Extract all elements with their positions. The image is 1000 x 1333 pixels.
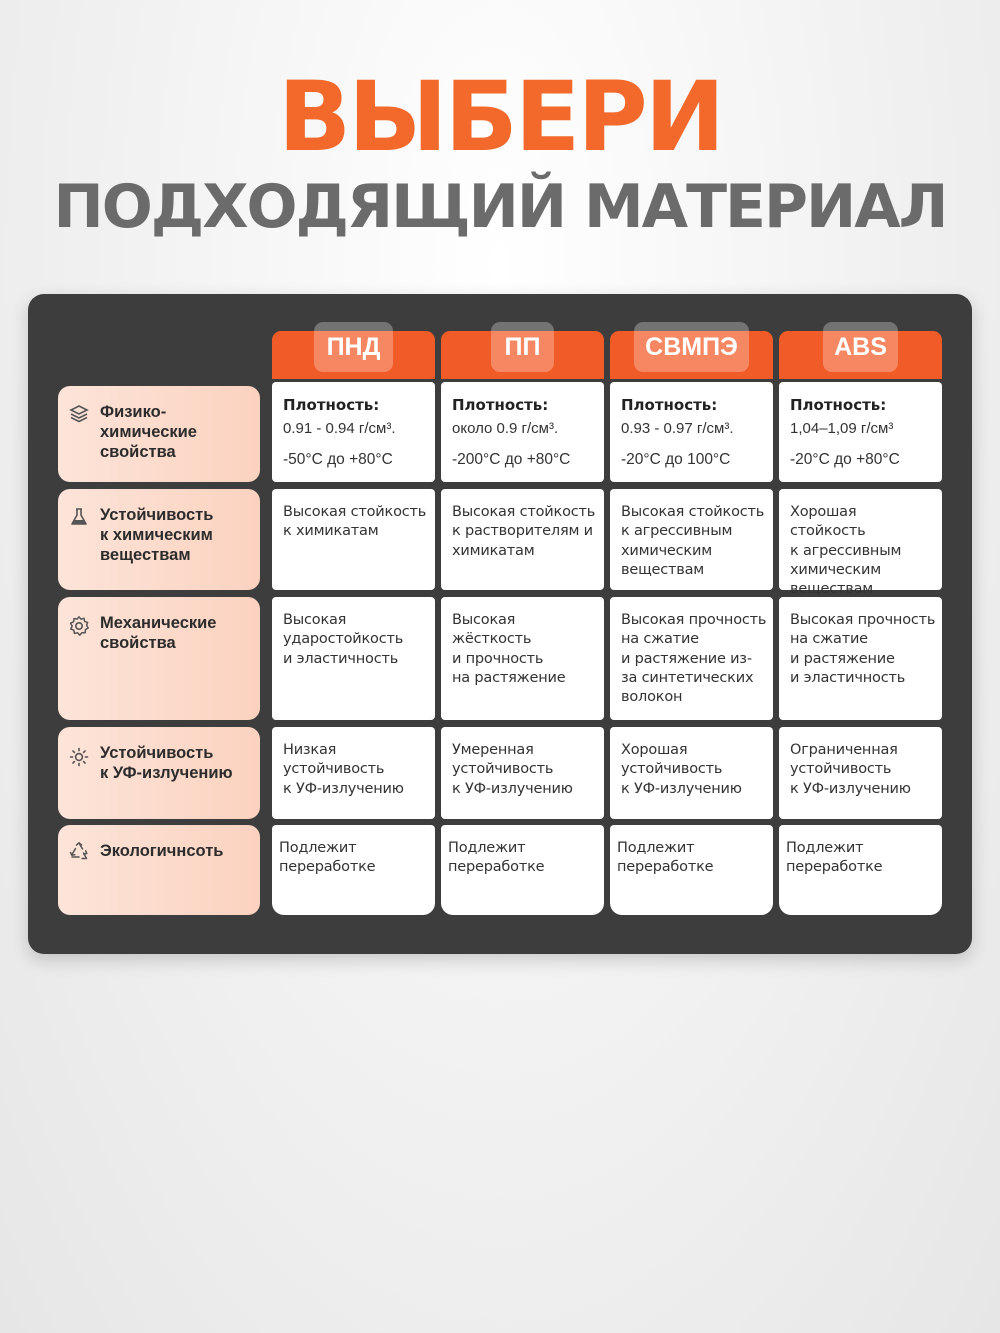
cell-text: Подлежит переработке: [617, 840, 714, 876]
density-value: 0.91 - 0.94 г/см³.: [283, 420, 396, 437]
cell-abs-chemical: [779, 489, 942, 598]
temperature-range: -20°С до +80°С: [790, 451, 900, 468]
cell-abs-uv: [779, 727, 942, 819]
cell-svmpe-mechanical: [610, 597, 773, 720]
cell-text: Хорошая стойкость к агрессивным химическим веществам: [790, 504, 902, 598]
column-header-svmpe: [610, 331, 773, 379]
temperature-range: -50°С до +80°С: [283, 451, 393, 468]
cell-svmpe-chemical: [610, 489, 773, 590]
cell-abs-eco: [779, 825, 942, 915]
density-title: Плотность:: [621, 396, 718, 414]
cell-text: Высокая ударостойкость и эластичность: [283, 612, 404, 667]
column-header-label: СВМПЭ: [634, 322, 749, 372]
title-line-2: ПОДХОДЯЩИЙ МАТЕРИАЛ: [53, 172, 947, 242]
cell-text: Высокая прочность на сжатие и растяжение и эластичность: [790, 612, 936, 686]
row-label-chemical-resistance: [58, 489, 260, 590]
density-value: около 0.9 г/см³.: [452, 420, 559, 437]
recycle-icon: [68, 841, 90, 863]
cell-text: Ограниченная устойчивость к УФ-излучению: [790, 742, 911, 797]
temperature-range: -20°С до 100°С: [621, 451, 731, 468]
cell-pp-uv: [441, 727, 604, 819]
cell-svmpe-eco: [610, 825, 773, 915]
cell-pp-physchem: [441, 382, 604, 482]
cell-pnd-physchem: [272, 382, 435, 482]
column-header-pp: [441, 331, 604, 379]
cell-text: Подлежит переработке: [786, 840, 883, 876]
density-value: 0.93 - 0.97 г/см³.: [621, 420, 734, 437]
layers-icon: [68, 404, 90, 426]
cell-pnd-uv: [272, 727, 435, 819]
cell-text: Подлежит переработке: [448, 840, 545, 876]
row-label-text: Устойчивость к химическим веществам: [100, 506, 214, 564]
cell-pp-mechanical: [441, 597, 604, 720]
cell-pnd-chemical: [272, 489, 435, 590]
row-label-mechanical: [58, 597, 260, 720]
temperature-range: -200°С до +80°С: [452, 451, 571, 468]
cell-svmpe-physchem: [610, 382, 773, 482]
cell-text: Низкая устойчивость к УФ-излучению: [283, 742, 404, 797]
row-label-physchem: [58, 386, 260, 482]
cell-pnd-mechanical: [272, 597, 435, 720]
flask-icon: [68, 507, 90, 529]
cell-pnd-eco: [272, 825, 435, 915]
row-label-text: Механические свойства: [100, 614, 217, 652]
title-line-1: ВЫБЕРИ: [277, 61, 723, 173]
column-header-label: ABS: [823, 322, 898, 372]
cell-text: Высокая прочность на сжатие и растяжение из- за синтетических волокон: [621, 612, 767, 706]
column-header-label: ПП: [491, 322, 554, 372]
cell-text: Умеренная устойчивость к УФ-излучению: [452, 742, 573, 797]
density-title: Плотность:: [283, 396, 380, 414]
row-label-text: Экологичнсоть: [100, 842, 224, 860]
row-label-uv-resistance: [58, 727, 260, 819]
cell-abs-physchem: [779, 382, 942, 482]
cell-text: Высокая жёсткость и прочность на растяжение: [452, 612, 566, 686]
column-header-abs: [779, 331, 942, 379]
cell-text: Высокая стойкость к химикатам: [283, 504, 427, 540]
column-header-label: ПНД: [314, 322, 393, 372]
density-title: Плотность:: [790, 396, 887, 414]
row-label-text: Устойчивость к УФ-излучению: [100, 744, 233, 782]
row-label-eco: [58, 825, 260, 915]
sun-icon: [68, 747, 90, 769]
column-header-pnd: [272, 331, 435, 379]
cell-text: Высокая стойкость к агрессивным химическим веществам: [621, 504, 765, 578]
cell-svmpe-uv: [610, 727, 773, 819]
cell-pp-chemical: [441, 489, 604, 590]
cell-abs-mechanical: [779, 597, 942, 720]
density-value: 1,04–1,09 г/см³: [790, 420, 894, 437]
cell-text: Хорошая устойчивость к УФ-излучению: [621, 742, 742, 797]
cell-text: Подлежит переработке: [279, 840, 376, 876]
row-label-text: Физико- химические свойства: [100, 403, 197, 461]
cell-text: Высокая стойкость к растворителям и химикатам: [452, 504, 596, 559]
gear-icon: [68, 615, 90, 637]
cell-pp-eco: [441, 825, 604, 915]
density-title: Плотность:: [452, 396, 549, 414]
